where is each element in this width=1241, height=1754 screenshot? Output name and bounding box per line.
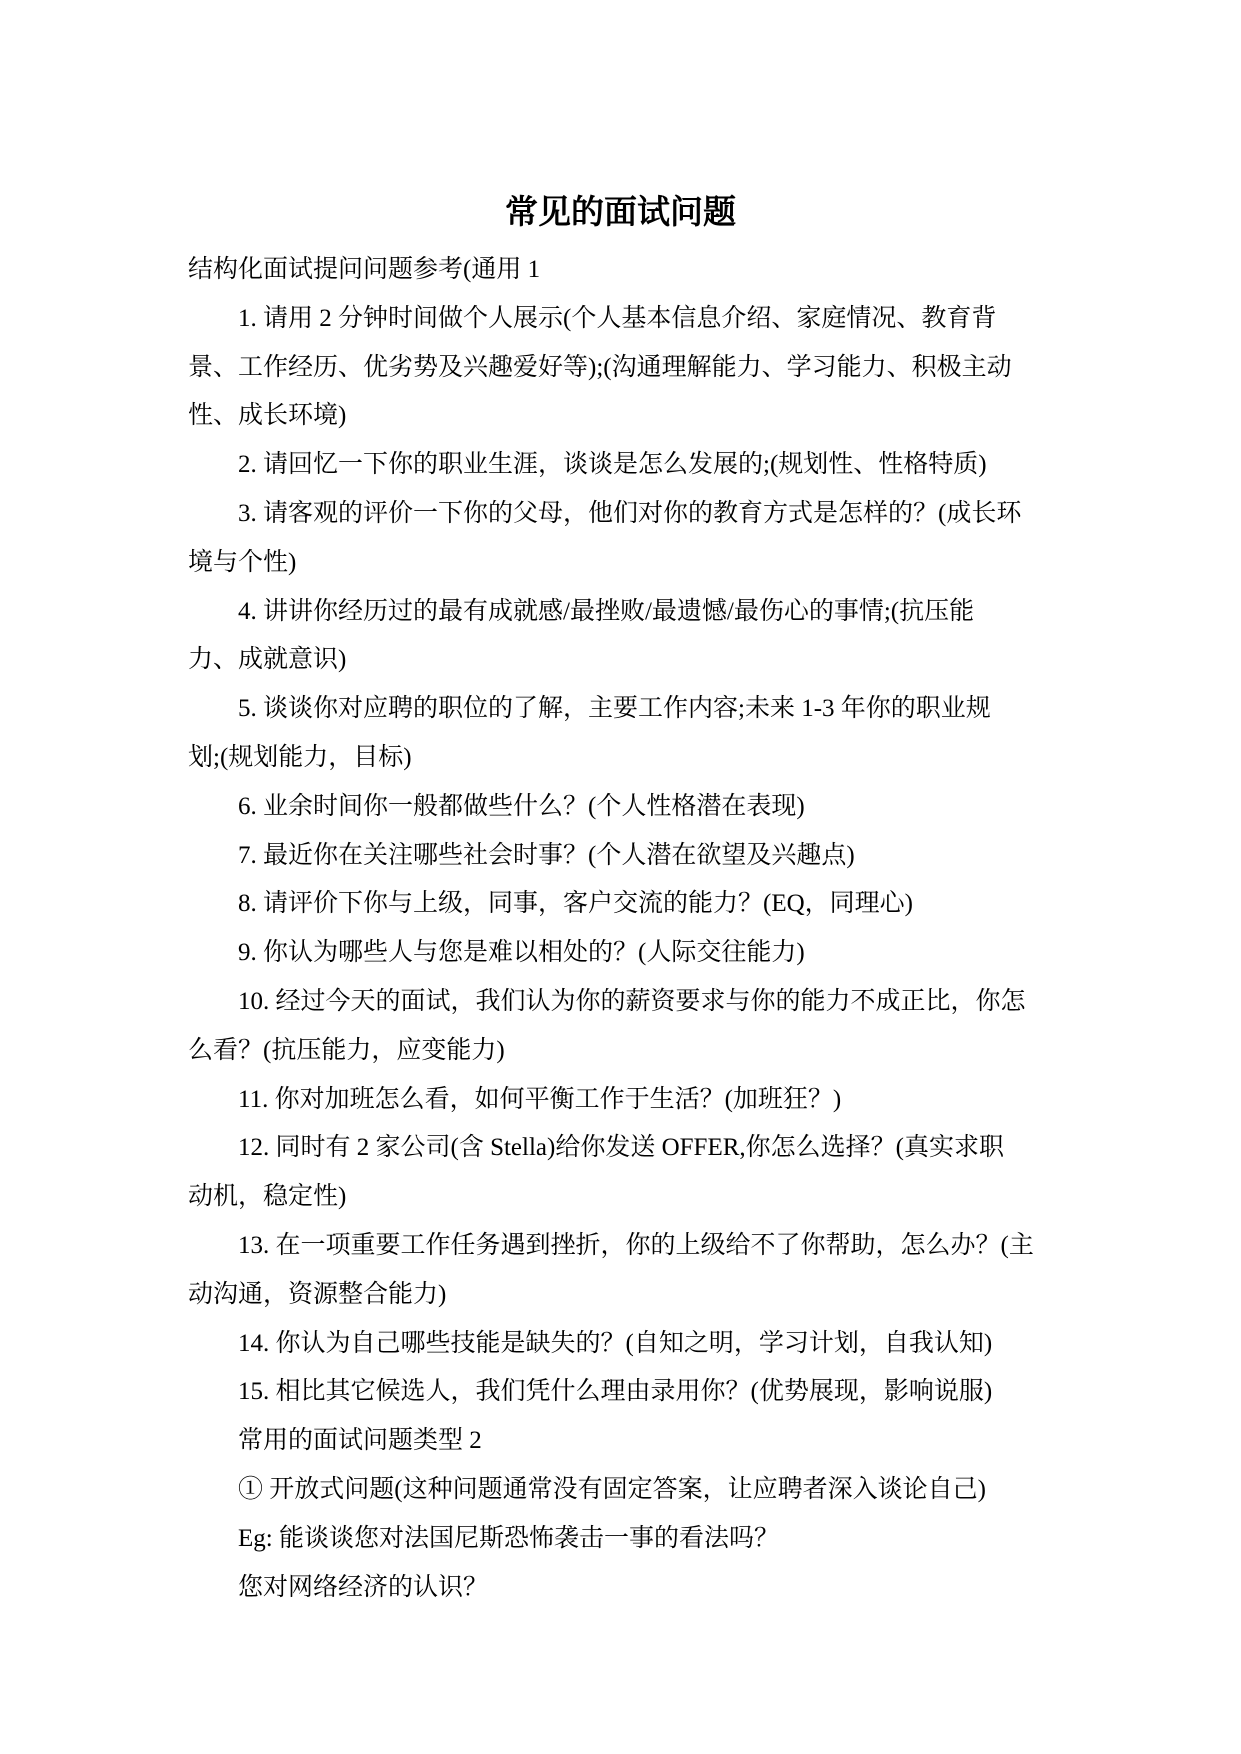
question-5 [188,685,1053,783]
question-15-line-1: 15. 相比其它候选人，我们凭什么理由录用你？(优势展现，影响说服) [238,1378,993,1406]
question-3-line-2: 境与个性) [188,548,297,576]
question-2-line-1: 2. 请回忆一下你的职业生涯，谈谈是怎么发展的;(规划性、性格特质) [238,451,987,479]
question-12-line-1: 12. 同时有 2 家公司(含 Stella)给你发送 OFFER,你怎么选择？(真实求职 [238,1134,1004,1162]
question-1-line-2: 景、工作经历、优劣势及兴趣爱好等);(沟通理解能力、学习能力、积极主动 [188,353,1012,381]
example-question [188,1564,1053,1613]
question-1-line-1: 1. 请用 2 分钟时间做个人展示(个人基本信息介绍、家庭情况、教育背 [238,304,997,332]
example-line: Eg: 能谈谈您对法国尼斯恐怖袭击一事的看法吗？ [238,1524,779,1552]
question-2 [188,441,1053,490]
example-line: 您对网络经济的认识？ [238,1573,489,1601]
question-5-line-2: 划;(规划能力，目标) [188,743,412,771]
question-7 [188,832,1053,881]
question-14-line-1: 14. 你认为自己哪些技能是缺失的？(自知之明，学习计划，自我认知) [238,1329,993,1357]
question-6 [188,783,1053,832]
question-5-line-1: 5. 谈谈你对应聘的职位的了解，主要工作内容;未来 1-3 年你的职业规 [238,695,991,723]
document-title: 常见的面试问题 [505,193,736,230]
section-heading-question-types [188,1417,1053,1466]
question-13 [188,1222,1053,1320]
section-heading-general: 结构化面试提问问题参考(通用 1 [188,256,541,283]
question-12 [188,1124,1053,1222]
question-11 [188,1076,1053,1125]
example-question [188,1515,1053,1564]
question-3-line-1: 3. 请客观的评价一下你的父母，他们对你的教育方式是怎样的？(成长环 [238,499,1022,527]
question-type-open [188,1466,1053,1515]
question-4 [188,588,1053,686]
question-type-line: ① 开放式问题(这种问题通常没有固定答案，让应聘者深入谈论自己) [238,1475,986,1503]
question-9-line-1: 9. 你认为哪些人与您是难以相处的？(人际交往能力) [238,939,805,967]
question-1-line-3: 性、成长环境) [188,402,347,430]
question-10 [188,978,1053,1076]
question-6-line-1: 6. 业余时间你一般都做些什么？(个人性格潜在表现) [238,792,805,820]
question-7-line-1: 7. 最近你在关注哪些社会时事？(个人潜在欲望及兴趣点) [238,841,855,869]
question-4-line-1: 4. 讲讲你经历过的最有成就感/最挫败/最遗憾/最伤心的事情;(抗压能 [238,597,975,625]
question-8-line-1: 8. 请评价下你与上级，同事，客户交流的能力？(EQ，同理心) [238,890,913,918]
question-14 [188,1320,1053,1369]
question-13-line-1: 13. 在一项重要工作任务遇到挫折，你的上级给不了你帮助，怎么办？(主 [238,1231,1034,1259]
question-12-line-2: 动机，稳定性) [188,1183,347,1211]
question-10-line-2: 么看？(抗压能力，应变能力) [188,1036,505,1064]
question-15 [188,1368,1053,1417]
question-1 [188,295,1053,441]
question-8 [188,880,1053,929]
question-13-line-2: 动沟通，资源整合能力) [188,1280,447,1308]
question-4-line-2: 力、成就意识) [188,646,347,674]
document-body [188,246,1053,1612]
question-3 [188,490,1053,588]
section-2-heading: 常用的面试问题类型 2 [238,1427,482,1455]
question-9 [188,929,1053,978]
question-11-line-1: 11. 你对加班怎么看，如何平衡工作于生活？(加班狂？) [238,1085,842,1113]
question-10-line-1: 10. 经过今天的面试，我们认为你的薪资要求与你的能力不成正比，你怎 [238,987,1026,1015]
